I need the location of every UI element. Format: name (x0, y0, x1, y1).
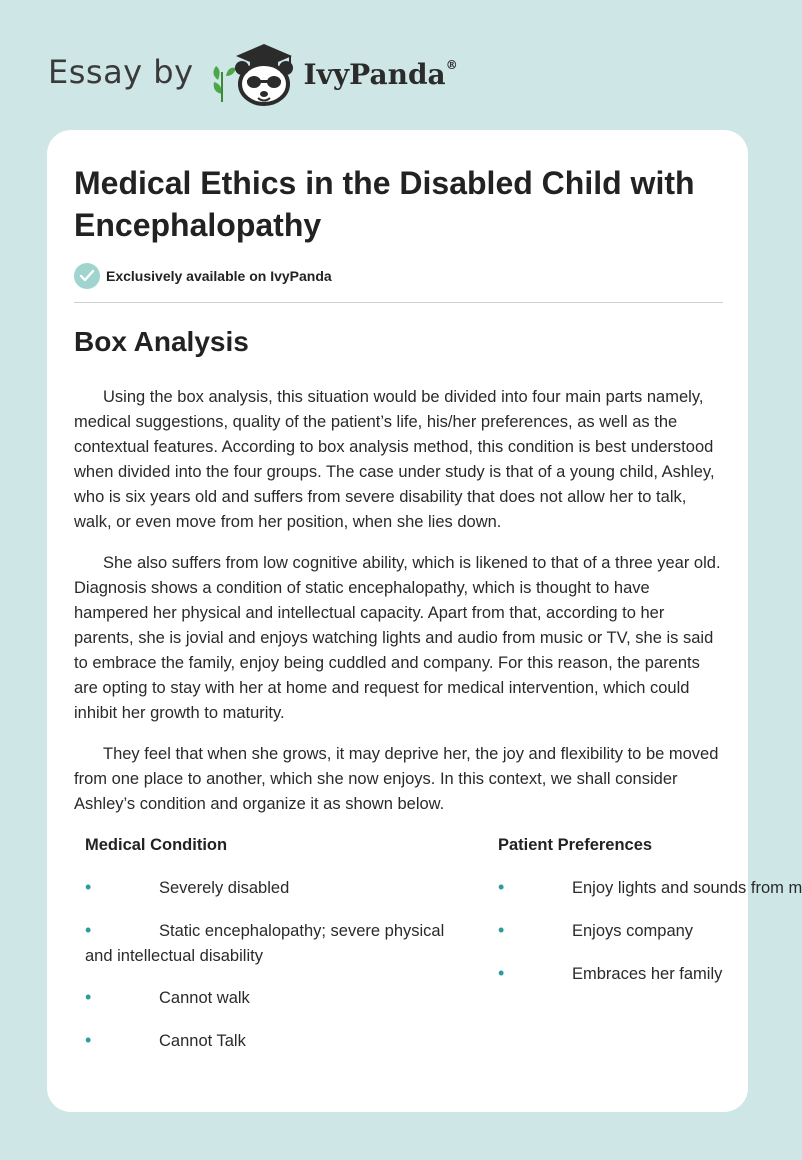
paragraph-3: They feel that when she grows, it may deprive her, the joy and flexibility to be moved from one place to another, which she now enjoys. In this context, we shall consider Ashley’s condition and organize it as shown below. (74, 745, 719, 813)
panda-logo-icon (206, 36, 300, 108)
divider (74, 302, 723, 303)
brand-name[interactable]: IvyPanda® (303, 57, 458, 91)
list-item: • Severely disabled (85, 875, 457, 901)
list-item: • Cannot walk (85, 985, 457, 1011)
exclusive-badge (74, 263, 332, 289)
page-title: Medical Ethics in the Disabled Child with Encephalopathy (74, 165, 695, 243)
bullet-icon: • (498, 877, 505, 897)
paragraph-1: Using the box analysis, this situation would be divided into four main parts namely, medical suggestions, quality of the patient’s life, his/her preferences, as well as the contextual features. According to box analysis method, this condition is best understood when divided into the four groups. The case under study is that of a young child, Ashley, who is six years old and suffers from severe disability that does not allow her to talk, walk, or even move from her position, when she lies down. (74, 388, 715, 531)
medical-condition-list (85, 875, 457, 1054)
registered-mark: ® (445, 58, 458, 73)
medical-condition-heading: Medical Condition (85, 836, 228, 854)
essay-card (47, 130, 802, 1112)
list-item: • Cannot Talk (85, 1028, 457, 1054)
patient-preferences-heading: Patient Preferences (498, 836, 653, 854)
bullet-icon: • (498, 920, 505, 940)
bullet-icon: • (85, 920, 92, 940)
list-item: • Static encephalopathy; severe physical and intellectual disability (85, 920, 445, 965)
bullet-icon: • (85, 987, 92, 1007)
brand-prefix: Essay by (48, 53, 194, 91)
bullet-icon: • (85, 1030, 92, 1050)
list-item: • Embraces her family (498, 961, 748, 987)
patient-preferences-list (498, 875, 802, 987)
list-item: • Enjoy lights and sounds from m (498, 875, 748, 901)
check-icon (74, 263, 100, 289)
bullet-icon: • (498, 963, 505, 983)
bullet-icon: • (85, 877, 92, 897)
paragraph-2: She also suffers from low cognitive ability, which is likened to that of a three year old. Diagnosis shows a condition of static encephalopathy, which is thought to have hampered her physical and intellectual capacity. Apart from that, according to her parents, she is jovial and enjoys watching lights and audio from music or TV, she is said to embrace the family, enjoy being cuddled and company. For this reason, the parents are opting to stay with her at home and request for medical intervention, which could inhibit her growth to maturity. (74, 554, 721, 722)
section-heading: Box Analysis (74, 326, 249, 357)
badge-label: Exclusively available on IvyPanda (106, 268, 332, 284)
brand-header (48, 36, 458, 108)
list-item: • Enjoys company (498, 918, 748, 944)
